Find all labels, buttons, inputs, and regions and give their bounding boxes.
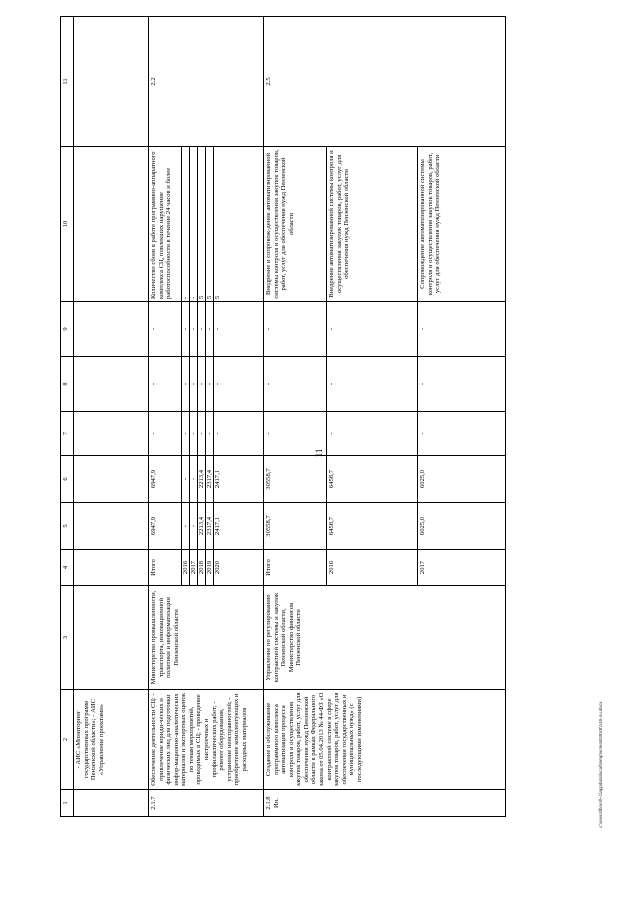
year-cell: 2016 [182, 550, 190, 586]
value-cell: - [190, 456, 198, 503]
total-value: 30558,7 [264, 503, 327, 550]
value-cell: 6458,7 [327, 456, 418, 503]
header-cell: 9 [61, 302, 74, 357]
header-cell: 5 [61, 503, 74, 550]
value-cell: - [418, 412, 506, 456]
value-cell: - [418, 302, 506, 357]
value-cell: - [182, 147, 190, 302]
year-cell: 2019 [206, 550, 214, 586]
value-cell: - [418, 357, 506, 412]
total-value: - [264, 357, 327, 412]
value-cell: 2213,4 [198, 503, 206, 550]
total-value: 30558,7 [264, 456, 327, 503]
header-cell: 7 [61, 412, 74, 456]
total-value: - [149, 412, 182, 456]
total-value: 6947,9 [149, 456, 182, 503]
value-cell: - [190, 147, 198, 302]
header-cell: 10 [61, 147, 74, 302]
value-cell: - [327, 357, 418, 412]
value-cell: 5 [198, 147, 206, 302]
total-label: Итого [149, 550, 182, 586]
continuation-text: - АИС «Мониторинг государственных программ Пензенской области»; - АИС «Управление проектами» [74, 690, 149, 790]
footer-path: c:\users\lboroll~1\appdata\local\temp\notes6030c8\149-ou.docx [598, 701, 603, 828]
value-cell: - [190, 357, 198, 412]
rotated-table-container [60, 17, 590, 817]
value-cell: - [198, 357, 206, 412]
total-value: - [264, 412, 327, 456]
target-code: 2.2 [149, 17, 264, 147]
value-cell: 2213,4 [198, 456, 206, 503]
value-cell: - [190, 503, 198, 550]
value-cell: - [182, 456, 190, 503]
year-cell: 2018 [198, 550, 206, 586]
value-cell: - [190, 412, 198, 456]
table-row-continuation [74, 17, 149, 817]
executor: Министерство промышленности, транспорта, инновационной политики и информатизации Пензенской области [149, 586, 264, 690]
value-cell: 6025,0 [418, 503, 506, 550]
value-cell: 6025,0 [418, 456, 506, 503]
value-cell: - [182, 357, 190, 412]
executor: Управление по регулированию контрактной системы и закупок Пензенской области, Министерство финансов Пензенской области [264, 586, 506, 690]
value-cell: Внедрение автоматизированной системы контроля и осуществления закупок товаров, работ, услуг для обеспечения нужд Пензенской области [327, 147, 418, 302]
year-cell: 2020 [214, 550, 264, 586]
total-value: 6947,9 [149, 503, 182, 550]
measure-description: Создание и обслуживание программного комплекса автоматизации процесса контроля и осуществления закупок товаров, работ, услуг для обеспечения нужд Пензенской области в рамках Федерального закона от 05.04.2013 № 44-ФЗ «О контрактной системе в сфере закупок товаров, работ, услуг для обеспечения государственных и муниципальных нужд» (с последующими изменениями) [264, 690, 506, 790]
value-cell: - [198, 412, 206, 456]
row-number: 2.1.7 [149, 790, 264, 817]
value-cell: - [206, 302, 214, 357]
header-cell: 4 [61, 550, 74, 586]
value-cell: - [182, 302, 190, 357]
header-row [61, 17, 74, 817]
year-cell: 2017 [418, 550, 506, 586]
header-cell: 8 [61, 357, 74, 412]
indicator-text: Количество сбоев в работе программно-аппаратного комплекса СЦ, повлекших нарушение работоспособности в течение 24 часов и более [149, 147, 182, 302]
value-cell: - [214, 357, 264, 412]
total-value: - [264, 302, 327, 357]
value-cell: - [190, 302, 198, 357]
indicator-text: Внедрение и сопровож-дение автоматизированной системы контроля и осуществления закупок товаров, работ, услуг для обеспечения нужд Пензенской области [264, 147, 327, 302]
header-cell: 6 [61, 456, 74, 503]
header-cell: 11 [61, 17, 74, 147]
value-cell: 2317,4 [206, 503, 214, 550]
value-cell: - [327, 302, 418, 357]
value-cell: 5 [214, 147, 264, 302]
value-cell: - [327, 412, 418, 456]
total-value: - [149, 357, 182, 412]
page-number: 11 [314, 448, 324, 458]
value-cell: - [206, 412, 214, 456]
row-number: 2.1.8 Ин. [264, 790, 506, 817]
measure-description: Обеспечение деятельности СЦ: - привлечение юриди-ческих и физических лиц для подготовки инфор-мационно-аналитических материалов и экспертных оценок по темам мероприятий, проводимых в СЦ; - проведение настроечных и профилактических работ; - ремонт оборудования, устранение неисправностей; - приобретение комплектующих и расходных материалов [149, 690, 264, 790]
year-cell: 2017 [190, 550, 198, 586]
target-code: 2.5 [264, 17, 506, 147]
total-value: - [149, 302, 182, 357]
value-cell: Сопровождение автоматизированной системы контроля и осуществления закупок товаров, работ, услуг для обеспечения нужд Пензенской области [418, 147, 506, 302]
total-label: Итого [264, 550, 327, 586]
program-table [60, 16, 506, 817]
value-cell: - [214, 302, 264, 357]
value-cell: - [206, 357, 214, 412]
value-cell: 2317,4 [206, 456, 214, 503]
value-cell: 2417,1 [214, 456, 264, 503]
value-cell: - [182, 503, 190, 550]
value-cell: - [214, 412, 264, 456]
year-cell: 2016 [327, 550, 418, 586]
header-cell: 3 [61, 586, 74, 690]
header-cell: 2 [61, 690, 74, 790]
value-cell: - [182, 412, 190, 456]
value-cell: - [198, 302, 206, 357]
value-cell: 6458,7 [327, 503, 418, 550]
value-cell: 2417,1 [214, 503, 264, 550]
value-cell: 5 [206, 147, 214, 302]
table-row-2-1-7-total [149, 17, 182, 817]
table-row-2-1-8-total [264, 17, 327, 817]
header-cell: 1 [61, 790, 74, 817]
